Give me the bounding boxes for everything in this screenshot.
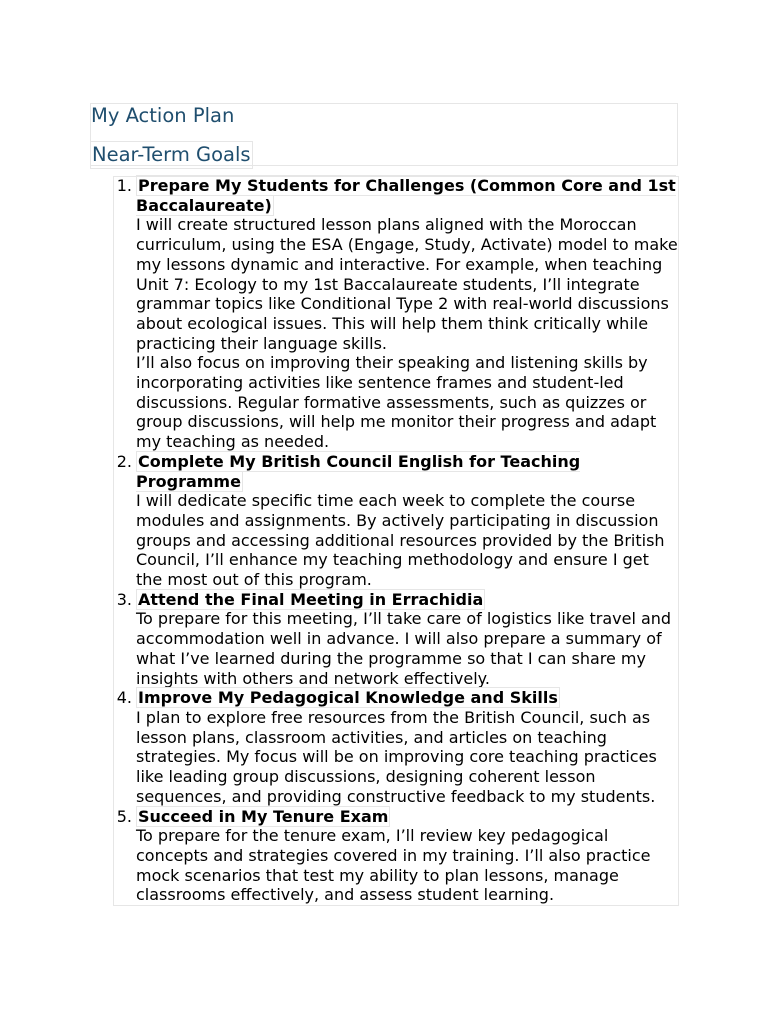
goal-item-2 xyxy=(116,451,680,590)
goal-item-4 xyxy=(116,688,680,806)
goal-title: Attend the Final Meeting in Errachidia xyxy=(138,589,484,609)
goal-number: 2. xyxy=(116,451,132,471)
goal-paragraph: I will dedicate specific time each week to complete the course modules and assignments. By actively participating in discussion groups and accessing additional resources provided by the British Council, I’ll enhance my teaching methodology and ensure I get the most out of this program. xyxy=(136,491,665,590)
goal-title: Succeed in My Tenure Exam xyxy=(138,806,389,826)
page-title: My Action Plan xyxy=(91,104,235,127)
goal-item-1 xyxy=(116,176,680,452)
goal-paragraph: I will create structured lesson plans aligned with the Moroccan curriculum, using the ESA (Engage, Study, Activate) model to make my lessons dynamic and interactive. For example, when teaching Unit 7: Ecology to my 1st Baccalaureate students, I’ll integrate grammar topics like Conditional Type 2 with real-world discussions about ecological issues. This will help them think critically while practicing their language skills. xyxy=(136,215,678,353)
goal-title: Complete My British Council English for Teaching Programme xyxy=(136,451,581,491)
goal-title: Improve My Pedagogical Knowledge and Skills xyxy=(138,688,558,708)
goal-number: 3. xyxy=(116,589,132,609)
goal-paragraph: I plan to explore free resources from the British Council, such as lesson plans, classroom activities, and articles on teaching strategies. My focus will be on improving core teaching practices like leading group discussions, designing coherent lesson sequences, and providing constructive feedback to my students. xyxy=(136,707,657,806)
goals-list xyxy=(116,176,680,905)
goal-item-3 xyxy=(116,589,680,689)
goal-number: 5. xyxy=(116,806,132,826)
goal-title: Prepare My Students for Challenges (Common Core and 1st Baccalaureate) xyxy=(136,176,676,215)
goal-paragraph: To prepare for this meeting, I’ll take care of logistics like travel and accommodation well in advance. I will also prepare a summary of what I’ve learned during the programme so that I can share my insights with others and network effectively. xyxy=(136,609,672,688)
goal-number: 4. xyxy=(116,688,132,708)
goal-paragraph: To prepare for the tenure exam, I’ll review key pedagogical concepts and strategies covered in my training. I’ll also practice mock scenarios that test my ability to plan lessons, manage classrooms effectively, and assess student learning. xyxy=(136,826,651,905)
goal-paragraph: I’ll also focus on improving their speaking and listening skills by incorporating activities like sentence frames and student-led discussions. Regular formative assessments, such as quizzes or group discussions, will help me monitor their progress and adapt my teaching as needed. xyxy=(136,353,657,452)
section-title: Near-Term Goals xyxy=(90,141,253,169)
goal-number: 1. xyxy=(116,176,132,195)
goal-item-5 xyxy=(116,806,680,906)
